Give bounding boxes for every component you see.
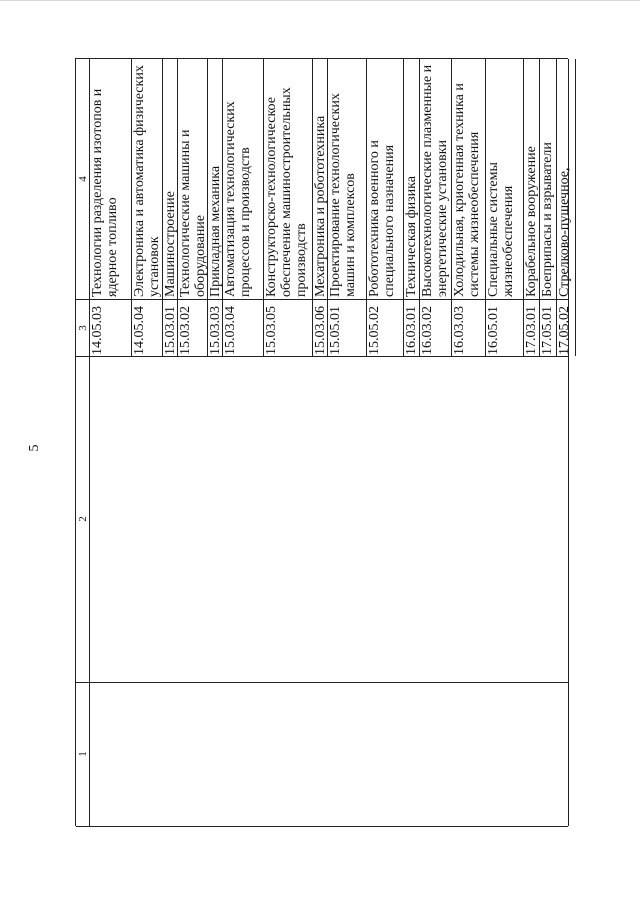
table-rule: [76, 356, 568, 357]
table-rule: [76, 682, 568, 683]
column-number: 1: [76, 751, 89, 757]
column-number: 2: [76, 516, 89, 522]
page-number: 5: [27, 444, 42, 452]
table-rule: [575, 59, 576, 356]
table-rule: [76, 826, 568, 827]
column-number: 4: [76, 176, 89, 182]
document-table: 4 3 2 1 14.05.03 Технологии разделения изотопов и ядерное топливо 14.05.04 Электроника и автоматика физических установок 15.03.01 Машиностроение 15.03.02 Технологические машины и оборудование 15.03.03 Прикладная механика 15.03.04 Автоматизация технологических процессов и производств 15.03.05 Конструкторско-технологическое обеспечение машиностроительных производств 15.03.06 Мехатроника и робототехника 15.05.01 Проектирование технологических машин и комплексов 15.05.02 Робототехника военного и специального назначения 16.03.01 Техническая физика 16.03.02 Высокотехнологические плазменные и энергетические установки 16.03.03 Холодильная, криогенная техника и системы жизнеобеспечения 16.05.01 Специальные системы жизнеобеспечения 17.03.01 Корабельное вооружение 17.05.01 Боеприпасы и взрыватели 17.05.02 Стрелково-пушечное,: [75, 58, 568, 826]
page-edge: [0, 0, 640, 1]
column-number: 3: [76, 324, 89, 331]
